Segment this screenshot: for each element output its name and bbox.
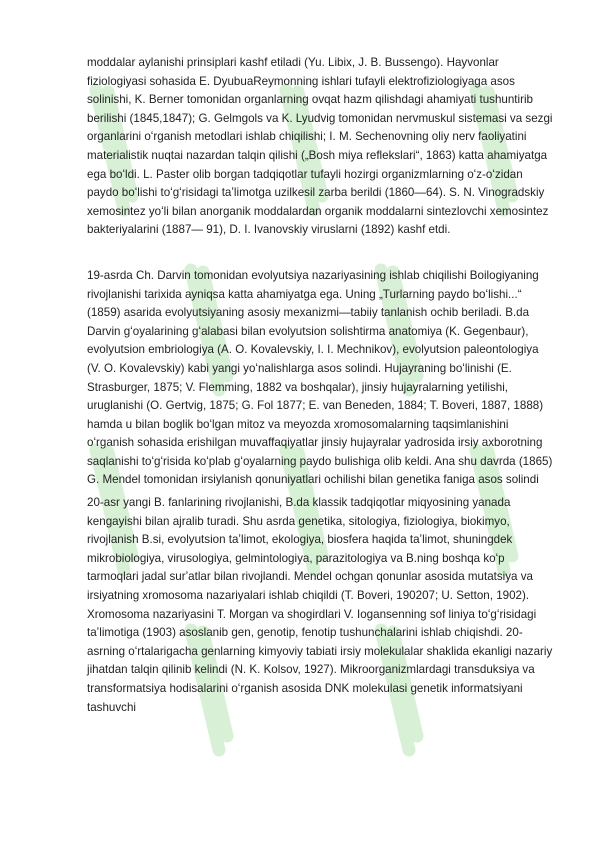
paragraph-1: moddalar aylanishi prinsiplari kashf etiladi (Yu. Libix, J. B. Bussengo). Hayvonlar fiziologiyasi sohasida E. DyubuaReymonning ishlari tufayli elektrofiziologiyaga asos solinishi, K. Berner tomonidan organlarning ovqat hazm qilishdagi ahamiyati tushuntirib berilishi (1845,1847); G. Gelmgols va K. Lyudvig tomonidan nervmuskul sistemasi va sezgi organlarini oʻrganish metodlari ishlab chiqilishi; I. M. Sechenovning oliy nerv faoliyatini materialistik nuqtai nazardan talqin qilishi („Bosh miya reflekslari“, 1863) katta ahamiyatga ega boʻldi. L. Paster olib borgan tadqiqotlar tufayli hozirgi organizmlarning oʻz-oʻzidan paydo boʻlishi toʻgʻrisidagi taʼlimotga uzilkesil zarba berildi (1860—64). S. N. Vinogradskiy xemosintez yoʻli bilan anorganik moddalardan organik moddalarni sintezlovchi xemosintez bakteriyalarini (1887— 91), D. I. Ivanovskiy viruslarni (1892) kashf etdi. (87, 56, 553, 237)
document-page (87, 54, 555, 717)
paragraph-3: 20-asr yangi B. fanlarining rivojlanishi, B.da klassik tadqiqotlar miqyosining yanada kengayishi bilan ajralib turadi. Shu asrda genetika, sitologiya, fiziologiya, biokimyo, rivojlanish B.si, evolyutsion taʼlimot, ekologiya, biosfera haqida taʼlimot, shuningdek mikrobiologiya, virusologiya, gelmintologiya, parazitologiya va B.ning boshqa koʻp tarmoqlari jadal surʼatlar bilan rivojlandi. Mendel ochgan qonunlar asosida mutatsiya va irsiyatning xromosoma nazariyalari ishlab chiqildi (T. Boveri, 190207; U. Setton, 1902). Xromosoma nazariyasini T. Morgan va shogirdlari V. Iogansenning sof liniya toʻgʻrisidagi taʼlimotiga (1903) asoslanib gen, genotip, fenotip tushunchalarini ishlab chiqishdi. 20-asrning oʻrtalarigacha genlarning kimyoviy tabiati irsiy molekulalar shaklida ekanligi nazariy jihatdan talqin qilinib kelindi (N. K. Kolsov, 1927). Mikroorganizmlardagi transduksiya va transformatsiya hodisalarini oʻrganish asosida DNK molekulasi genetik informatsiyani tashuvchi (87, 496, 553, 714)
paragraph-2: 19-asrda Ch. Darvin tomonidan evolyutsiya nazariyasining ishlab chiqilishi Boilogiyaning rivojlanishi tarixida ayniqsa katta ahamiyatga ega. Uning „Turlarning paydo boʻlishi...“ (1859) asarida evolyutsiyaning asosiy mexanizmi—tabiiy tanlanish ochib beriladi. B.da Darvin gʻoyalarining gʻalabasi bilan evolyutsion solishtirma anatomiya (K. Gegenbaur), evolyutsion embriologiya (A. O. Kovalevskiy, I. I. Mechnikov), evolyutsion paleontologiya (V. O. Kovalevskiy) kabi yangi yoʻnalishlarga asos solindi. Hujayraning boʻlinishi (E. Strasburger, 1875; V. Flemming, 1882 va boshqalar), jinsiy hujayralarning yetilishi, uruglanishi (O. Gertvig, 1875; G. Fol 1877; E. van Beneden, 1884; T. Boveri, 1887, 1888) hamda u bilan boglik boʻlgan mitoz va meyozda xromosomalarning taqsimlanishini oʻrganish sohasida erishilgan muvaffaqiyatlar jinsiy hujayralar yadrosida irsiy axborotning saqlanishi toʻgʻrisida koʻplab gʻoyalarning paydo bulishiga olib keldi. Ana shu davrda (1865) G. Mendel tomonidan irsiylanish qonuniyatlari ochilishi bilan genetika faniga asos solindi (87, 268, 553, 487)
